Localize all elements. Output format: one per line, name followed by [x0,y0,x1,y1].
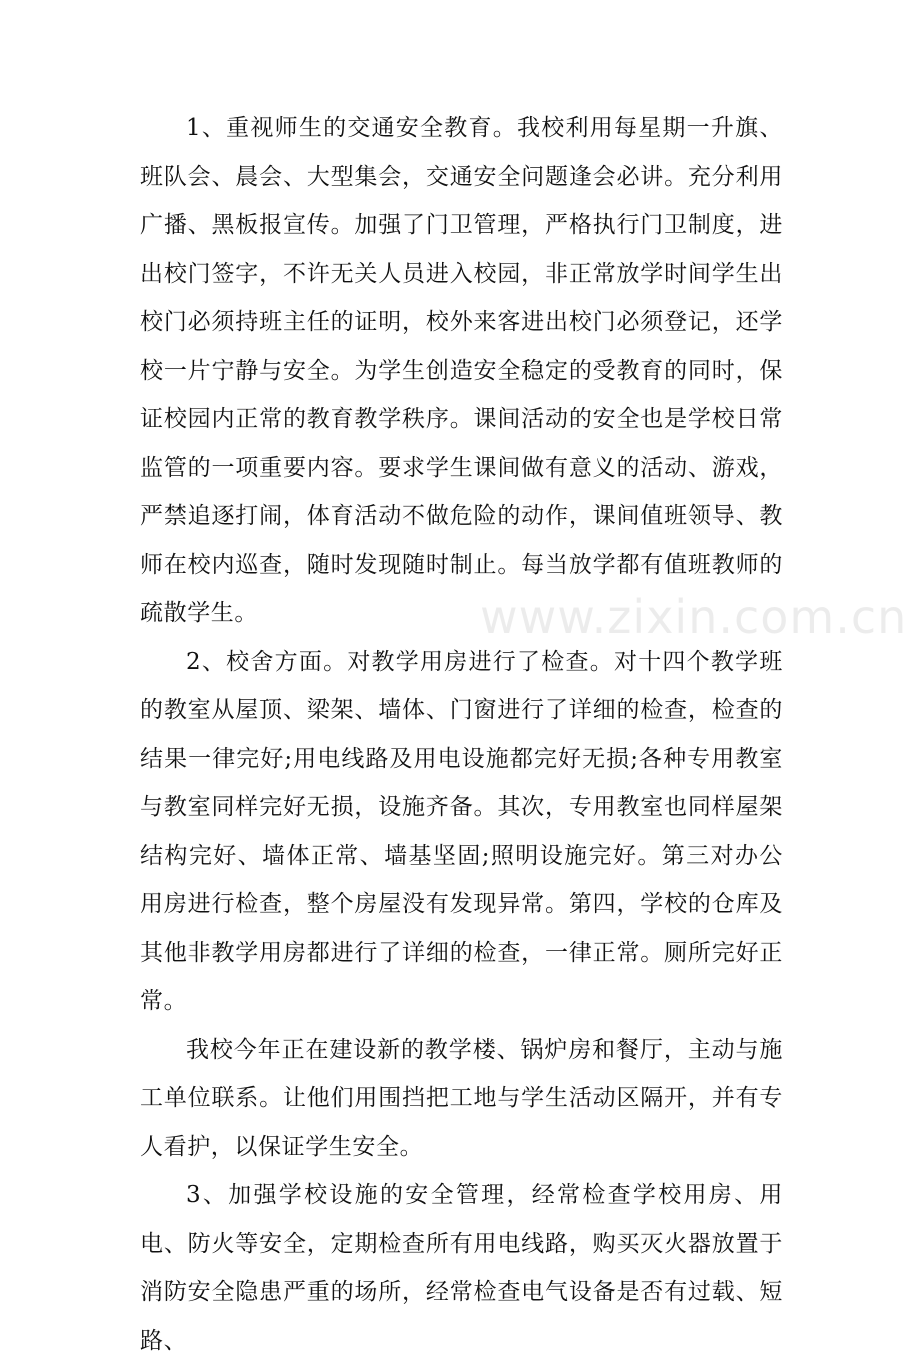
paragraph-4: 3、加强学校设施的安全管理，经常检查学校用房、用电、防火等安全，定期检查所有用电线路，购买灭火器放置于消防安全隐患严重的场所，经常检查电气设备是否有过载、短路、 [140,1182,783,1354]
paragraph-3: 我校今年正在建设新的教学楼、锅炉房和餐厅，主动与施工单位联系。让他们用围挡把工地与学生活动区隔开，并有专人看护，以保证学生安全。 [140,1036,783,1160]
watermark: www.zixin.com.cn [480,590,908,644]
paragraph-1: 1、重视师生的交通安全教育。我校利用每星期一升旗、班队会、晨会、大型集会，交通安全问题逢会必讲。充分利用广播、黑板报宣传。加强了门卫管理，严格执行门卫制度，进出校门签字，不许无关人员进入校园，非正常放学时间学生出校门必须持班主任的证明，校外来客进出校门必须登记，还学校一片宁静与安全。为学生创造安全稳定的受教育的同时，保证校园内正常的教育教学秩序。课间活动的安全也是学校日常监管的一项重要内容。要求学生课间做有意义的活动、游戏，严禁追逐打闹，体育活动不做危险的动作，课间值班领导、教师在校内巡查，随时发现随时制止。每当放学都有值班教师的疏散学生。 [140,115,783,626]
paragraph-2: 2、校舍方面。对教学用房进行了检查。对十四个教学班的教室从屋顶、梁架、墙体、门窗进行了详细的检查，检查的结果一律完好;用电线路及用电设施都完好无损;各种专用教室与教室同样完好无损，设施齐备。其次，专用教室也同样屋架结构完好、墙体正常、墙基坚固;照明设施完好。第三对办公用房进行检查，整个房屋没有发现异常。第四，学校的仓库及其他非教学用房都进行了详细的检查，一律正常。厕所完好正常。 [140,648,783,1014]
document-body [140,104,783,1365]
